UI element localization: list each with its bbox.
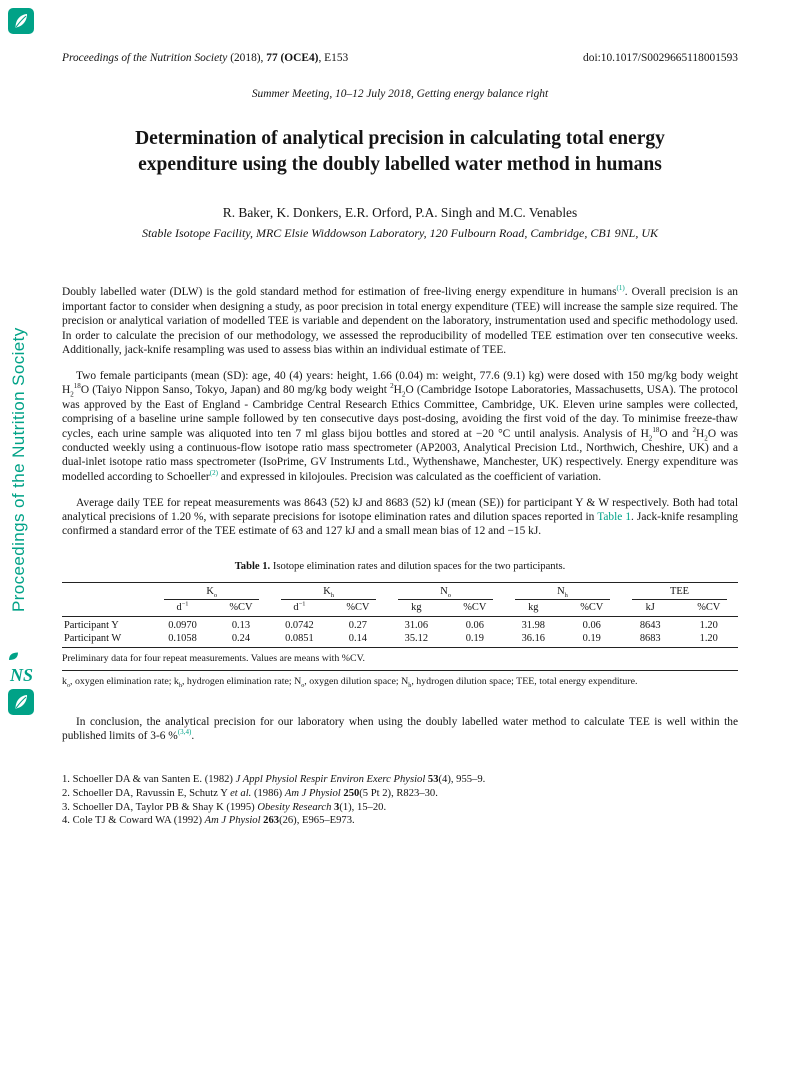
- table-group-header-row: [62, 582, 738, 600]
- text-segment: h: [408, 682, 412, 689]
- reference-item: [62, 814, 738, 828]
- text-segment: , E153: [318, 52, 349, 64]
- text-segment: 2: [401, 390, 406, 399]
- text-segment: Proceedings of the Nutrition Society: [62, 52, 228, 64]
- conclusion-paragraph: [62, 715, 738, 744]
- text-segment: H: [696, 427, 705, 440]
- text-segment: Isotope elimination rates and dilution spaces for the two participants.: [270, 560, 566, 572]
- column-header: [563, 600, 621, 617]
- text-segment: kJ: [645, 601, 655, 613]
- ns-leaf-icon: [8, 652, 20, 661]
- text-segment: . Overall precision is an important factor to consider when designing a study, as poor precision in total energy expenditure (TEE) will increase the sample size required. The precision or analytical variation of modelled TEE is variable and dependent on the laboratory, instrumentation used and specific methodology used. In order to calculate the precision of our methodology, we assessed the reproducibility of modelled TEE estimation over ten consecutive weeks. Additionally, jack-knife resampling was used to assess bias within an individual estimate of TEE.: [62, 286, 739, 357]
- text-segment: o: [301, 682, 305, 689]
- text-segment: 2: [70, 390, 74, 399]
- column-header: [679, 600, 738, 617]
- text-segment: %CV: [346, 601, 370, 613]
- text-segment: kg: [411, 601, 422, 613]
- text-segment: et al.: [230, 787, 252, 799]
- table-cell: 8643: [639, 619, 661, 631]
- ns-monogram: NS: [10, 665, 34, 685]
- article-title: Determination of analytical precision in calculating total energy expenditure using the doubly labelled water method in humans: [135, 128, 665, 175]
- text-segment: In conclusion, the analytical precision for our laboratory when using the doubly labelled water method to calculate TEE is well within the published limits of 3-6 %: [62, 715, 738, 742]
- table-cell: 0.19: [446, 632, 504, 648]
- group-label: [515, 586, 610, 600]
- table-cell: 0.13: [231, 619, 251, 631]
- text-segment: (2018),: [227, 52, 267, 64]
- text-segment: 250: [343, 787, 360, 799]
- table-cell: 0.0851: [270, 632, 328, 648]
- column-header: [212, 600, 270, 617]
- text-segment: Cole TJ & Coward WA (1992): [72, 815, 205, 827]
- table-cell: 0.1058: [153, 632, 211, 648]
- inline-ref-link[interactable]: (1): [616, 284, 625, 293]
- text-segment: N: [440, 585, 448, 597]
- reference-item: [62, 773, 738, 787]
- text-segment: , hydrogen elimination rate; N: [181, 675, 302, 687]
- text-segment: 18: [652, 425, 660, 434]
- text-segment: %CV: [697, 601, 721, 613]
- text-segment: 2: [648, 433, 653, 442]
- text-segment: (4), 955–9.: [438, 774, 486, 786]
- text-segment: Doubly labelled water (DLW) is the gold standard method for estimation of free-living energy expenditure in humans: [62, 286, 617, 299]
- text-segment: %CV: [580, 601, 604, 613]
- inline-ref-link[interactable]: (2): [209, 468, 218, 477]
- article-page: [62, 0, 738, 828]
- page-header: [62, 52, 738, 64]
- text-segment: (1986): [251, 787, 285, 799]
- text-segment: −1: [298, 600, 306, 608]
- table-corner-cell: [62, 582, 153, 600]
- text-segment: .: [191, 729, 195, 742]
- text-segment: o: [66, 682, 70, 689]
- text-segment: 2: [692, 425, 697, 434]
- abstract-paragraph-2: [62, 369, 738, 484]
- text-segment: o: [447, 591, 451, 599]
- table-cell: 36.16: [504, 632, 562, 648]
- text-segment: O was conducted weekly using a continuous-flow isotope ratio mass spectrometer (AP2003, Analytical Precision Ltd., Northwich, Cheshire, UK) and a dual-inlet isotope ratio mass spectrometer (IsoPrime, GV Instruments Ltd., Wythenshawe, Manchester, UK) respectively. Energy expenditure was modelled according to Schoeller: [62, 427, 738, 483]
- column-header: [504, 600, 562, 617]
- text-segment: (5 Pt 2), R823–30.: [359, 787, 438, 799]
- column-group-ko: [153, 582, 270, 600]
- table-caption: [62, 561, 738, 572]
- abstract-paragraph-1: [62, 285, 738, 357]
- text-segment: h: [178, 682, 182, 689]
- text-segment: TEE: [669, 585, 690, 597]
- group-label: [632, 586, 727, 600]
- text-segment: O (Cambridge Isotope Laboratories, Massachusetts, USA). The protocol was approved by the East of England - Cambridge Central Research Ethics Committee, Cambridge, UK. Eleven urine samples were collected, comprising of a baseline urine sample followed by ten consecutive days post-dosing, avoiding the first void of the day. To minimise freeze-thaw cycles, each urine sample was aliquoted into ten 7 ml glass bijou bottles and stored at −20 °C until analysis. Analysis of H: [62, 384, 738, 440]
- text-segment: %CV: [463, 601, 487, 613]
- column-group-kh: [270, 582, 387, 600]
- text-segment: O and: [659, 427, 693, 440]
- text-segment: 77 (OCE4): [266, 52, 319, 64]
- text-segment: 263: [263, 815, 280, 827]
- text-segment: Schoeller DA, Taylor PB & Shay K (1995): [72, 801, 258, 813]
- abstract-paragraph-3: [62, 496, 738, 539]
- text-segment: kg: [528, 601, 539, 613]
- column-header: [329, 600, 387, 617]
- table-cell: 1.20: [679, 632, 738, 648]
- text-segment: 1.: [62, 774, 73, 786]
- text-segment: O (Taiyo Nippon Sanso, Tokyo, Japan) and 80 mg/kg body weight: [80, 384, 391, 397]
- text-segment: , oxygen elimination rate; k: [70, 675, 179, 687]
- table-cell: 0.24: [212, 632, 270, 648]
- table-cell: 0.06: [582, 619, 601, 631]
- journal-name-vertical: Proceedings of the Nutrition Society: [9, 327, 28, 613]
- table-1-block: [62, 561, 738, 689]
- table-corner-cell: [62, 600, 153, 617]
- abstract-body: [62, 285, 738, 538]
- table-cell: 8683: [621, 632, 679, 648]
- text-segment: d: [176, 601, 182, 613]
- text-segment: 53: [427, 774, 439, 786]
- text-segment: 18: [73, 382, 81, 391]
- society-leaf-icon: [8, 689, 34, 715]
- text-segment: , hydrogen dilution space; TEE, total energy expenditure.: [411, 675, 638, 687]
- text-segment: N: [557, 585, 565, 597]
- table-cell: 0.14: [329, 632, 387, 648]
- doi: doi:10.1017/S0029665118001593: [583, 52, 738, 64]
- table-cell: 0.0742: [285, 619, 314, 631]
- text-segment: Two female participants (mean (SD): age, 40 (4) years: height, 1.66 (0.04) m: weight, 77.6 (9.1) kg) were dosed with 150 mg/kg body weight H: [62, 369, 738, 397]
- text-segment: (26), E965–E973.: [279, 815, 355, 827]
- text-segment: , oxygen dilution space; N: [304, 675, 409, 687]
- table-footnote-general: Preliminary data for four repeat measurements. Values are means with %CV.: [62, 652, 365, 664]
- text-segment: Average daily TEE for repeat measurements was 8643 (52) kJ and 8683 (52) kJ (mean (SE)) for participant Y & W respectively. Both had total analytical precisions of 1.20 %, with separate precisions for isotope elimination rates and dilution spaces reported in: [62, 496, 738, 523]
- table-row: [62, 632, 738, 648]
- authors-line: R. Baker, K. Donkers, E.R. Orford, P.A. Singh and M.C. Venables: [222, 205, 578, 221]
- text-segment: Schoeller DA, Ravussin E, Schutz Y: [72, 787, 231, 799]
- table-cell: 0.06: [465, 619, 484, 631]
- text-segment: d: [293, 601, 299, 613]
- text-segment: K: [323, 585, 331, 597]
- column-header: [621, 600, 679, 617]
- text-segment: Obesity Research: [257, 801, 335, 813]
- text-segment: . Jack-knife resampling confirmed a standard error of the TEE estimate of 63 and 127 kJ and a small mean bias of 12 and −15 kJ.: [62, 510, 738, 538]
- text-segment: 3: [334, 801, 340, 813]
- text-segment: and expressed in kilojoules. Precision was calculated as the coefficient of variation.: [217, 470, 602, 483]
- text-segment: 4.: [62, 815, 73, 827]
- text-segment: k: [62, 675, 67, 687]
- column-header: [446, 600, 504, 617]
- table-cell: 0.27: [348, 619, 367, 631]
- nutrition-society-logo: [8, 652, 34, 715]
- text-segment: −1: [181, 600, 189, 608]
- journal-citation: [62, 52, 348, 64]
- inline-ref-link[interactable]: Table 1: [597, 510, 632, 523]
- text-segment: h: [564, 591, 568, 599]
- column-header: [387, 600, 445, 617]
- column-header: [270, 600, 328, 617]
- text-segment: Schoeller DA & van Santen E. (1982): [72, 774, 236, 786]
- table-row: [62, 616, 738, 632]
- text-segment: 2: [390, 382, 394, 391]
- journal-sidebar: [0, 0, 52, 1067]
- column-group-tee: [621, 582, 738, 600]
- row-label: Participant Y: [64, 619, 119, 631]
- text-segment: Table 1.: [234, 560, 271, 572]
- text-segment: K: [206, 585, 214, 597]
- meeting-line: Summer Meeting, 10–12 July 2018, Getting energy balance right: [251, 88, 549, 100]
- text-segment: 2: [704, 433, 708, 442]
- inline-ref-link[interactable]: (3,4): [177, 728, 192, 737]
- text-segment: Am J Physiol: [284, 787, 344, 799]
- group-label: [398, 586, 493, 600]
- text-segment: J Appl Physiol Respir Environ Exerc Physiol: [235, 774, 428, 786]
- table-cell: 1.20: [699, 619, 718, 631]
- table-footnote-abbreviations: [62, 676, 738, 689]
- table-cell: 31.06: [404, 619, 429, 631]
- table-cell: 0.0970: [168, 619, 197, 631]
- table-unit-header-row: [62, 600, 738, 617]
- text-segment: %CV: [229, 601, 253, 613]
- text-segment: h: [330, 591, 335, 599]
- text-segment: 2.: [62, 787, 73, 799]
- table-cell: 0.19: [563, 632, 621, 648]
- reference-list: [62, 773, 738, 827]
- text-segment: 3.: [62, 801, 73, 813]
- table-1: [62, 582, 738, 648]
- table-cell: 35.12: [387, 632, 445, 648]
- publisher-leaf-icon: [8, 8, 34, 34]
- column-group-nh: [504, 582, 621, 600]
- text-segment: Am J Physiol: [204, 815, 264, 827]
- text-segment: H: [393, 384, 402, 397]
- column-group-no: [387, 582, 504, 600]
- group-label: [281, 586, 376, 600]
- row-label: Participant W: [62, 632, 153, 648]
- text-segment: o: [213, 591, 218, 599]
- table-cell: 31.98: [521, 619, 545, 631]
- footnote-divider: [62, 670, 738, 671]
- reference-item: [62, 801, 738, 815]
- reference-item: [62, 787, 738, 801]
- group-label: [164, 586, 259, 600]
- text-segment: (1), 15–20.: [339, 801, 387, 813]
- affiliation-line: Stable Isotope Facility, MRC Elsie Widdowson Laboratory, 120 Fulbourn Road, Cambridge, CB1 9NL, UK: [142, 226, 658, 241]
- column-header: [153, 600, 211, 617]
